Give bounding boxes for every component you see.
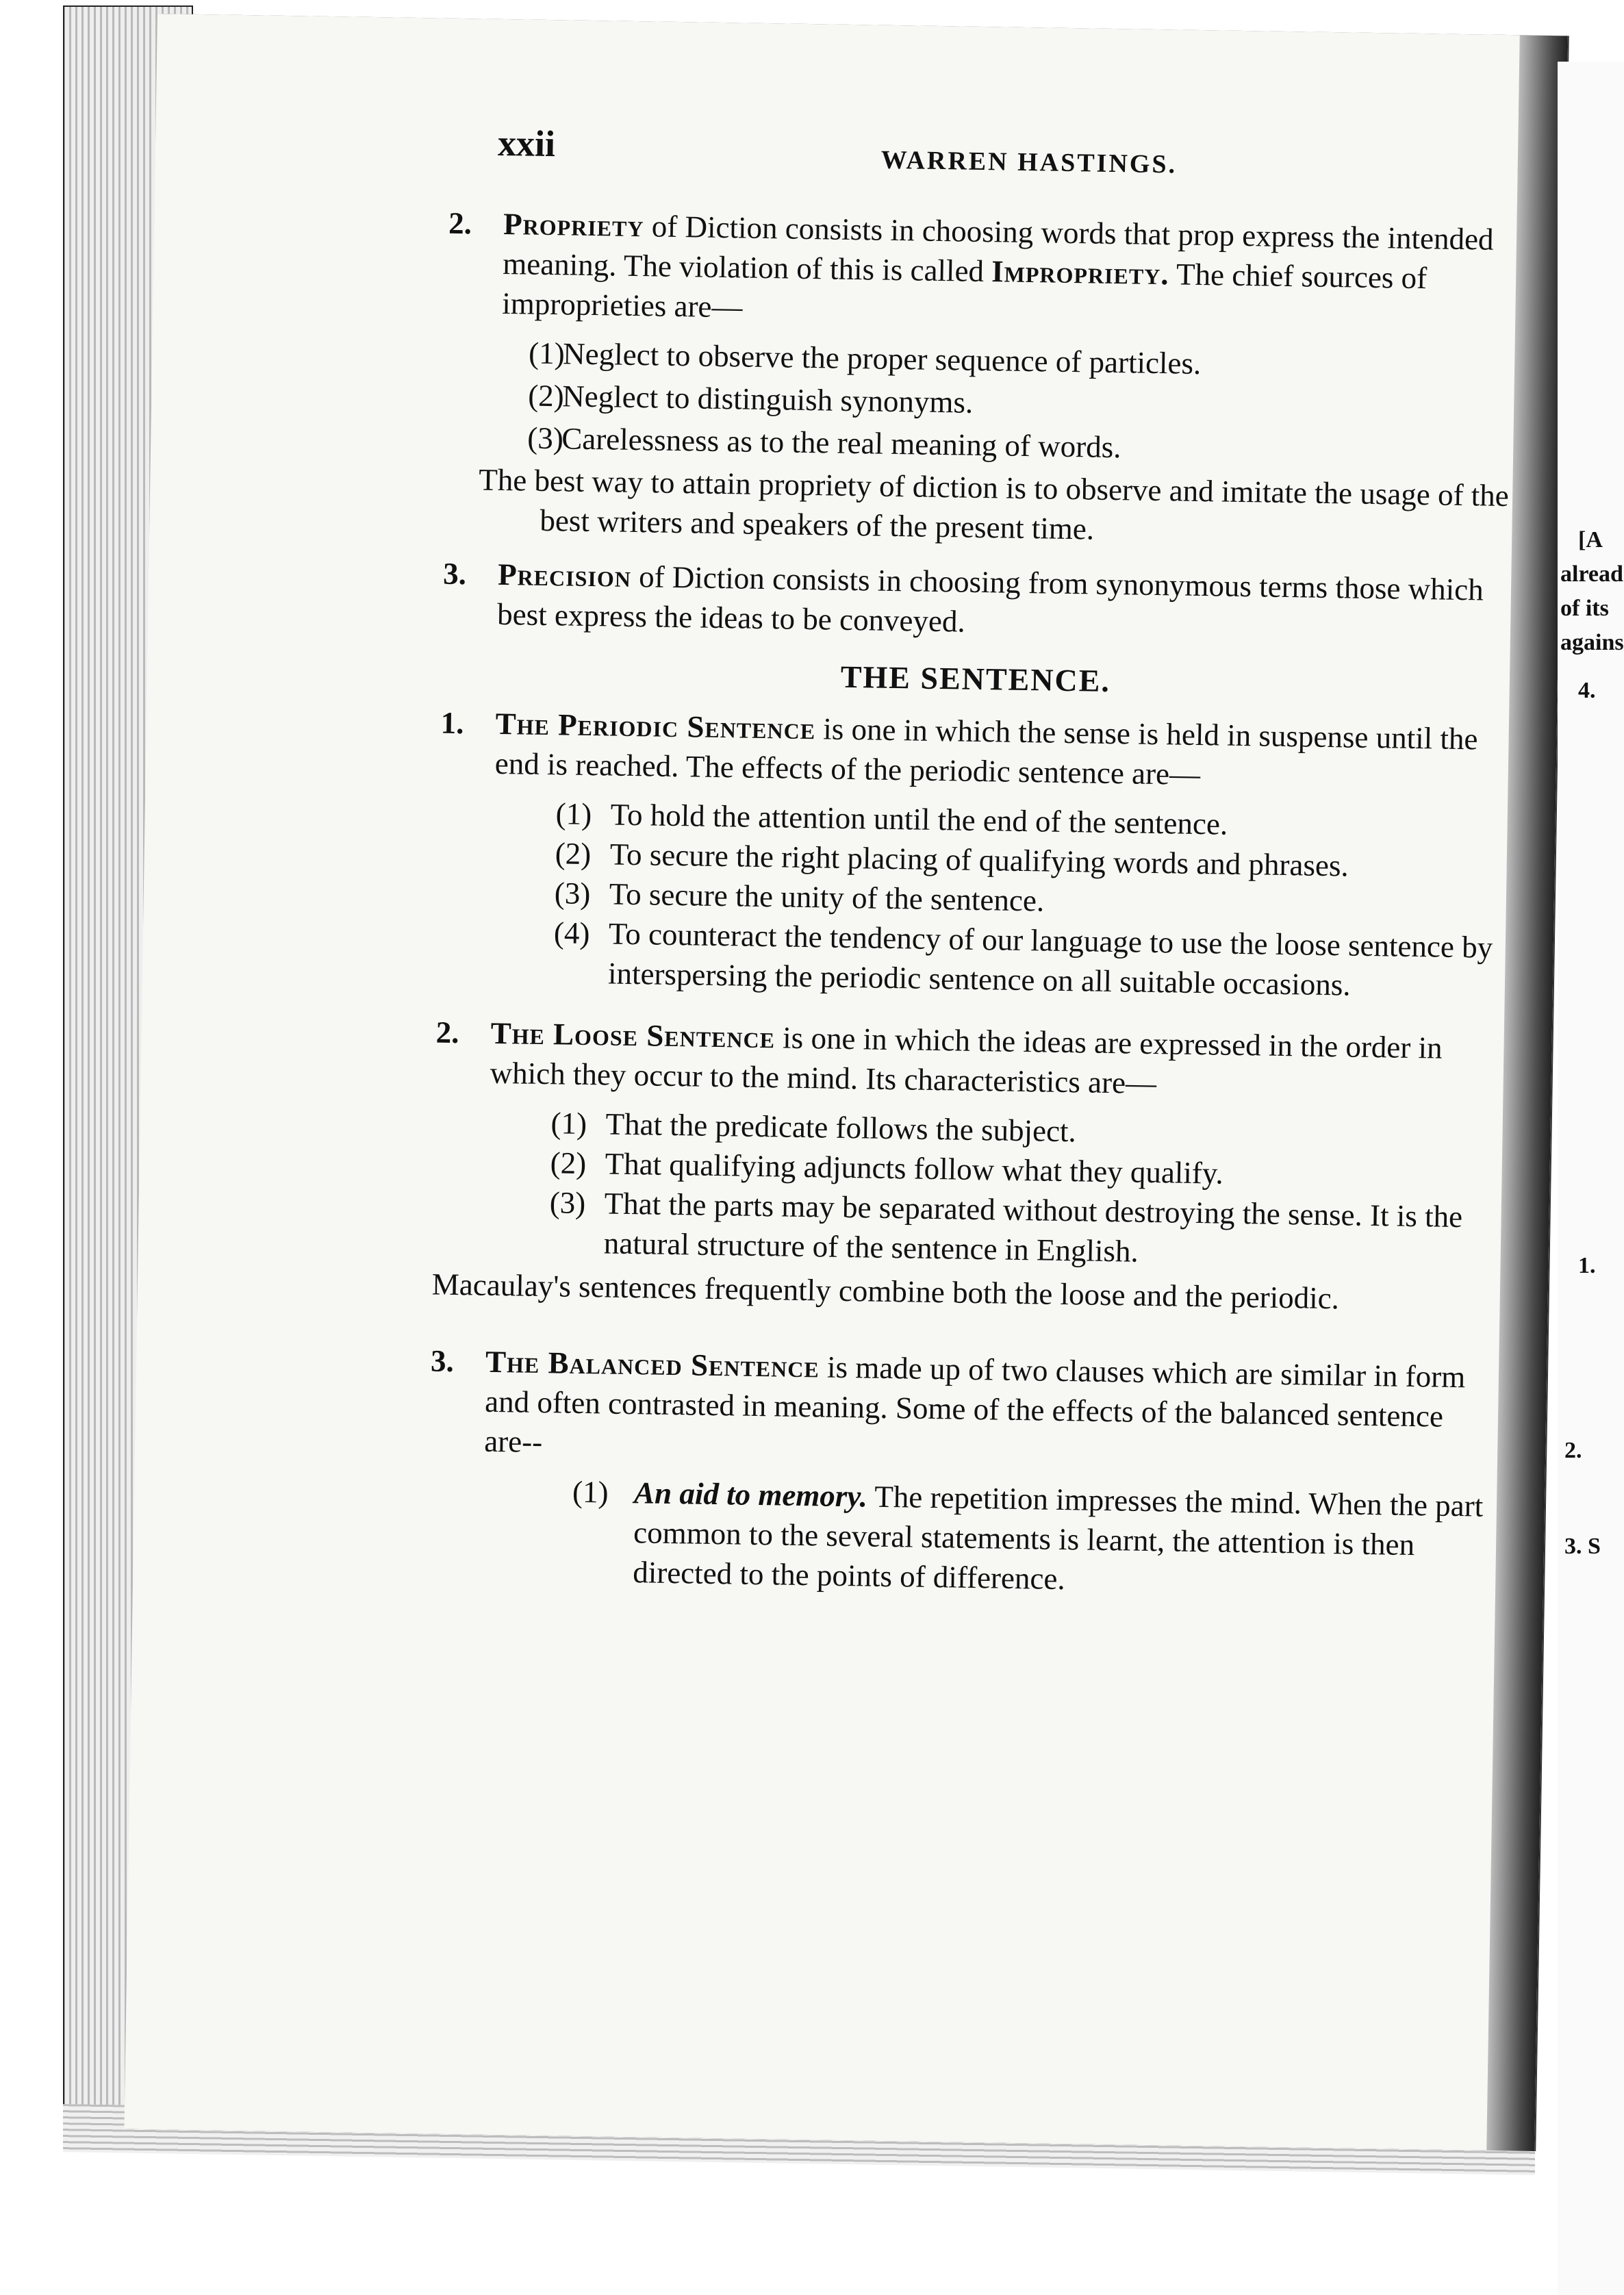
list-item: [437, 911, 1506, 1007]
term-periodic-sentence: The Periodic Sentence: [495, 706, 816, 746]
page-number: xxii: [497, 122, 556, 165]
item-number: 3.: [430, 1343, 455, 1379]
next-page-edge: [1558, 62, 1624, 2295]
list-text: To secure the unity of the sentence.: [609, 876, 1045, 918]
next-page-fragment: 1.: [1578, 1253, 1596, 1278]
list-number: (3): [554, 876, 591, 911]
list-text: Neglect to distinguish synonyms.: [561, 379, 974, 420]
balanced-text: is made up of two clauses which are similar in form and often contrasted in meaning. Some of the effects of the balanced sentence are--: [483, 1349, 1466, 1460]
next-page-fragment: alread: [1560, 561, 1623, 587]
list-text: Carelessness as to the real meaning of words.: [561, 421, 1121, 465]
list-number: (4): [553, 915, 590, 951]
section-title: THE SENTENCE.: [840, 659, 1111, 698]
list-number: (3): [549, 1185, 586, 1221]
list-text: That the parts may be separated without destroying the sense. It is the natural structure of the sentence in English.: [603, 1186, 1463, 1269]
list-text: That qualifying adjuncts follow what they qualify.: [605, 1146, 1224, 1191]
list-text: To secure the right placing of qualifying words and phrases.: [609, 837, 1349, 883]
list-number: (3): [526, 420, 564, 456]
item-number: 3.: [442, 556, 467, 592]
periodic-text: is one in which the sense is held in suspense until the end is reached. The effects of the periodic sentence are—: [494, 711, 1478, 792]
item-number: 1.: [440, 705, 464, 741]
list-number: (2): [527, 378, 565, 414]
next-page-fragment: 2.: [1564, 1438, 1582, 1463]
list-number: (2): [550, 1145, 587, 1181]
term-propriety: Propriety: [503, 206, 645, 244]
next-page-fragment: 4.: [1578, 678, 1596, 703]
term-loose-sentence: The Loose Sentence: [490, 1015, 776, 1055]
list-item: [432, 1181, 1501, 1277]
next-page-fragment: 3. S: [1564, 1534, 1601, 1559]
next-page-fragment: agains: [1560, 630, 1624, 655]
next-page-fragment: of its: [1560, 596, 1609, 621]
precision-item: [442, 554, 1512, 650]
term-balanced-sentence: The Balanced Sentence: [485, 1344, 820, 1384]
list-text: To hold the attention until the end of the sentence.: [610, 797, 1228, 841]
propriety-advice: The best way to attain propriety of diction is to observe and imitate the usage of the best writers and speakers of the present time.: [478, 462, 1510, 546]
macaulay-note: Macaulay's sentences frequently combine both the loose and the periodic.: [431, 1267, 1340, 1316]
term-impropriety: Impropriety.: [991, 254, 1170, 292]
term-precision: Precision: [497, 557, 632, 594]
item-number: 2.: [448, 205, 472, 241]
list-item: [427, 1469, 1497, 1605]
running-title: WARREN HASTINGS.: [880, 145, 1178, 179]
list-number: (1): [555, 796, 592, 832]
loose-text: is one in which the ideas are expressed in the order in which they occur to the mind. Its characteristics are—: [490, 1020, 1443, 1101]
page-body: [427, 203, 1517, 1606]
periodic-item: [440, 703, 1509, 799]
list-number: (2): [555, 836, 592, 872]
effect-title: An aid to memory.: [633, 1475, 868, 1514]
balanced-item: [429, 1341, 1499, 1477]
precision-text: of Diction consists in choosing from synonymous terms those which best express the ideas to be conveyed.: [496, 559, 1484, 639]
loose-item: [435, 1013, 1504, 1108]
book-page: [124, 14, 1567, 2151]
impropriety-text: The chief sources of improprieties are—: [502, 257, 1428, 325]
list-number: (1): [572, 1474, 609, 1510]
propriety-text: of Diction consists in choosing words that prop express the intended meaning. The violation of this is called: [502, 209, 1494, 289]
propriety-item: [447, 203, 1517, 339]
page-header: [497, 122, 1388, 190]
effect-text: The repetition impresses the mind. When the part common to the several statements is learnt, the attention is then directed to the points of difference.: [632, 1479, 1484, 1597]
list-text: To counteract the tendency of our language to use the loose sentence by interspersing the periodic sentence on all suitable occasions.: [607, 916, 1493, 1002]
list-number: (1): [528, 335, 566, 371]
list-number: (1): [550, 1106, 587, 1141]
item-number: 2.: [435, 1015, 459, 1050]
list-text: That the predicate follows the subject.: [605, 1106, 1077, 1149]
next-page-fragment: [A: [1578, 527, 1603, 553]
list-text: Neglect to observe the proper sequence of particles.: [562, 336, 1202, 381]
